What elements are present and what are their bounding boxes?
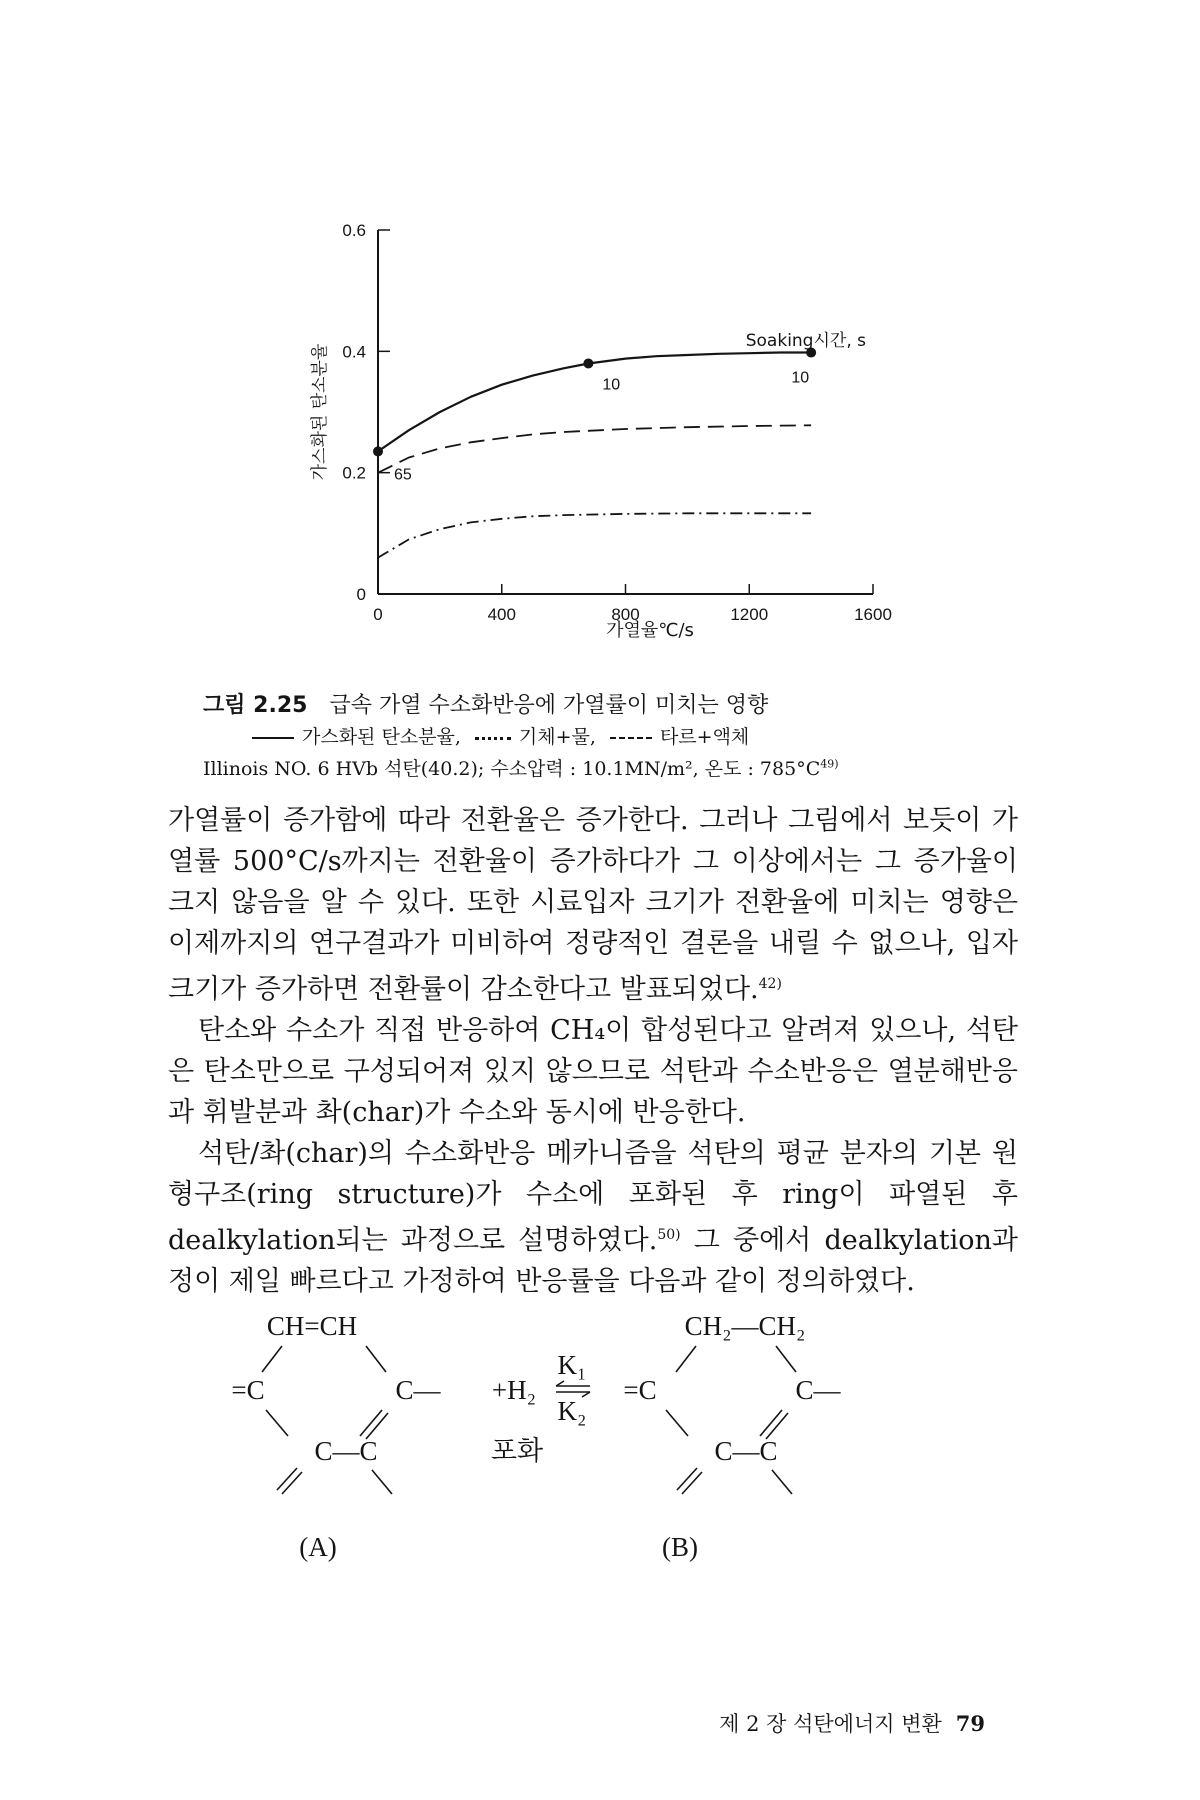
conditions-text: Illinois NO. 6 HVb 석탄(40.2); 수소압력 : 10.1MN/m², 온도 : 785°C [203,758,821,780]
molecule-b-top: CH₂—CH₂ [684,1311,806,1341]
saturation-label: 포화 [490,1436,544,1466]
k2-label: K₂ [557,1396,587,1426]
plus-h2: +H₂ [491,1375,537,1405]
x-axis-label: 가열율℃/s [606,620,694,641]
bond-a-1 [262,1346,282,1372]
molecule-a-bottom: C—C [314,1436,378,1466]
label-a: (A) [299,1532,337,1562]
bond-a-3 [266,1410,288,1436]
bond-a-5b [277,1468,297,1490]
bond-b-6 [772,1470,792,1494]
molecule-a-right: C— [395,1375,441,1405]
molecule-b-bonds [666,1346,796,1494]
bond-a-2 [366,1346,386,1372]
paragraph-3-text: 석탄/촤(char)의 수소화반응 메카니즘을 석탄의 평균 분자의 기본 원형구조(ring structure)가 수소에 포화된 후 ring이 파열된 후 dealkylation되는 과정으로 설명하였다. [168,1138,1018,1256]
molecule-b-left: =C [623,1375,657,1405]
x-tick-label: 0 [373,605,383,624]
y-axis-label: 가스화된 탄소분율 [310,343,330,481]
figure-number: 그림 2.25 [203,693,308,718]
reference-50: 50) [657,1227,681,1243]
molecule-a-top: CH=CH [266,1311,358,1341]
molecule-b-bottom: C—C [714,1436,778,1466]
molecule-b [623,1311,841,1562]
bond-b-5 [682,1472,702,1494]
soaking-annotation: Soaking시간, s [745,331,866,351]
label-b: (B) [662,1532,698,1562]
page-number: 79 [955,1711,985,1736]
x-tick-label: 1200 [730,605,769,624]
molecule-b-right: C— [795,1375,841,1405]
soaking-marker-label: 10 [602,376,621,394]
legend-entry-gasified-carbon: 가스화된 탄소분율, [302,726,461,748]
paragraph-2: 탄소와 수소가 직접 반응하여 CH₄이 합성된다고 알려져 있으나, 석탄은 탄소만으로 구성되어져 있지 않으므로 석탄과 수소반응은 열분해반응과 휘발분과 촤(char)가 수소와 동시에 반응한다. [168,1015,1018,1128]
y-tick-label: 0.4 [342,342,366,362]
molecule-a-bonds [262,1346,392,1494]
page-footer [719,1708,985,1738]
x-tick-label: 1600 [854,605,892,624]
paragraph-1-text: 가열률이 증가함에 따라 전환율은 증가한다. 그러나 그림에서 보듯이 가열률 500°C/s까지는 전환율이 증가하다가 그 이상에서는 그 증가율이 크지 않음을 알 수 있다. 또한 시료입자 크기가 전환율에 미치는 영향은 이제까지의 연구결과가 미비하여 정량적인 결론을 내릴 수 없으나, 입자크기가 증가하면 전환률이 감소한다고 발표되었다. [168,805,1018,1005]
bond-b-5b [677,1468,697,1490]
equilibrium-arrow-icon [556,1381,590,1397]
y-tick-label: 0 [356,585,366,604]
soaking-marker-label: 65 [394,466,412,484]
paragraph-3-text-cont: 그 중에서 dealkylation과정이 제일 빠르다고 가정하여 반응률을 다음과 같이 정의하였다. [168,1225,1018,1297]
bond-b-2 [776,1346,796,1372]
molecule-a [231,1311,441,1562]
soaking-marker-label: 10 [791,369,810,387]
bond-b-3 [666,1410,688,1436]
legend-entry-tar-liquid: 타르+액체 [659,726,750,748]
y-tick-label: 0.6 [342,221,366,240]
y-tick-label: 0.2 [342,463,366,483]
bond-a-6 [372,1470,392,1494]
conditions-reference: 49) [820,757,839,771]
k1-label: K₁ [557,1350,587,1380]
molecule-a-left: =C [231,1375,265,1405]
reaction-arrow-group [491,1350,590,1466]
reference-42: 42) [758,976,782,992]
x-tick-label: 400 [487,605,516,624]
legend-entry-gas-water: 기체+물, [518,726,596,748]
figure-title: 급속 가열 수소화반응에 가열률이 미치는 영향 [329,693,769,718]
bond-b-1 [676,1346,696,1372]
x-tick-label: 800 [611,605,640,624]
chapter-title: 제 2 장 석탄에너지 변환 [719,1712,942,1736]
bond-a-5 [282,1472,302,1494]
